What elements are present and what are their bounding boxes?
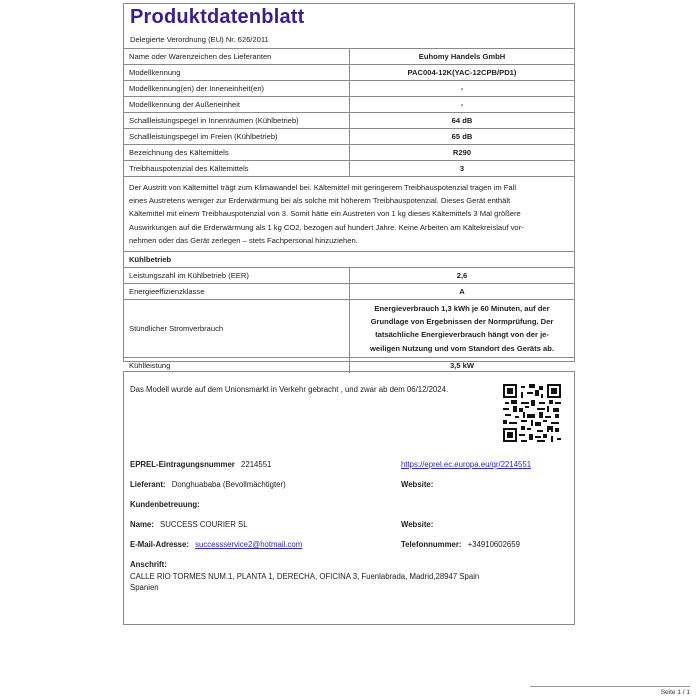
supplier-value: Donghuababa (Bevollmächtigter) (171, 480, 286, 489)
row-value: R290 (350, 145, 575, 161)
note-line: eines Austretens weniger zur Erderwärmung bei als solche mit höherem Treibhauspotenzial. Dieses Gerät enthält (129, 196, 511, 206)
phone-value: +34910602659 (467, 540, 520, 549)
hourly-consumption-value (350, 300, 575, 358)
note-line: nehmen oder das Gerät zerlegen – stets Fachpersonal hinzuziehen. (129, 235, 358, 245)
table-row (124, 49, 574, 65)
row-label: Schallleistungspegel im Freien (Kühlbetrieb) (124, 129, 350, 145)
row-value: Euhomy Handels GmbH (350, 49, 575, 65)
address-label: Anschrift: (130, 560, 167, 569)
row-label: Modellkennung (124, 65, 350, 81)
product-data-sheet (123, 3, 575, 370)
value-line: weiligen Nutzung und vom Standort des Geräts ab. (370, 343, 554, 353)
email-row (130, 540, 302, 549)
row-value: 2,6 (350, 268, 575, 284)
note-line: Der Austritt von Kältemittel trägt zum Klimawandel bei. Kältemittel mit geringerem Treibhauspotenzial tragen im Fall (129, 183, 517, 192)
website-label: Website: (401, 520, 434, 529)
phone-label: Telefonnummer: (401, 540, 462, 549)
row-value: 65 dB (350, 129, 575, 145)
note-line: Kältemittel mit einem Treibhauspotenzial von 3. Somit hätte ein Austreten von 1 kg dieses Kältemittels 3 Mal größere (129, 209, 521, 219)
row-label: Schallleistungspegel in Innenräumen (Kühlbetrieb) (124, 113, 350, 129)
value-line: Grundlage von Ergebnissen der Normprüfung. Der (370, 317, 554, 327)
website-label: Website: (401, 480, 434, 489)
supplier-label: Lieferant: (130, 480, 166, 489)
page-title: Produktdatenblatt (130, 6, 305, 28)
address-heading (130, 560, 167, 569)
footer-divider (530, 686, 690, 687)
value-line: tatsächliche Energieverbrauch hängt von der je- (375, 330, 549, 340)
table-row (124, 300, 574, 358)
service-website-label (401, 520, 433, 529)
supplier-info-box (123, 371, 575, 625)
table-row (124, 145, 574, 161)
regulation-reference: Delegierte Verordnung (EU) Nr. 626/2011 (124, 31, 574, 49)
table-row (124, 113, 574, 129)
row-value: A (350, 284, 575, 300)
table-row (124, 161, 574, 177)
row-label: Energieeffizienzklasse (124, 284, 350, 300)
row-label: Treibhauspotenzial des Kältemittels (124, 161, 350, 177)
row-label: Modellkennung der Außeneinheit (124, 97, 350, 113)
name-label: Name: (130, 520, 154, 529)
table-row (124, 81, 574, 97)
address-country: Spanien (130, 583, 159, 592)
row-value: 3 (350, 161, 575, 177)
refrigerant-note-row (124, 177, 574, 252)
email-link[interactable]: successservice2@hotmail.com (195, 540, 303, 549)
eprel-link[interactable]: https://eprel.ec.europa.eu/qr/2214551 (401, 460, 532, 469)
row-value: 64 dB (350, 113, 575, 129)
customer-service-label: Kundenbetreuung: (130, 500, 200, 509)
table-row (124, 97, 574, 113)
row-value: - (350, 81, 575, 97)
email-label: E-Mail-Adresse: (130, 540, 189, 549)
supplier-website-label (401, 480, 433, 489)
supplier-row (130, 480, 286, 489)
qr-code-icon (503, 384, 561, 442)
row-label: Bezeichnung des Kältemittels (124, 145, 350, 161)
eprel-row (130, 460, 271, 469)
row-label: Name oder Warenzeichen des Lieferanten (124, 49, 350, 65)
customer-service-heading (130, 500, 200, 509)
page-number: Seite 1 / 1 (660, 689, 690, 696)
note-line: Auswirkungen auf die Erderwärmung als 1 kg CO2, bezogen auf hundert Jahre. Keine Arbeiten am Kältekreislauf vor- (129, 222, 524, 232)
row-label: Modellkennung(en) der Inneneinheit(en) (124, 81, 350, 97)
row-value: PAC004-12K(YAC-12CPB/PD1) (350, 65, 575, 81)
table-row (124, 65, 574, 81)
service-name-row (130, 520, 248, 529)
eprel-label: EPREL-Eintragungsnummer (130, 460, 235, 469)
spec-table (124, 49, 574, 373)
phone-row (401, 540, 520, 549)
market-date-text: Das Modell wurde auf dem Unionsmarkt in Verkehr gebracht , und zwar ab dem 06/12/2024. (130, 385, 449, 394)
table-row (124, 284, 574, 300)
name-value: SUCCESS COURIER SL (160, 520, 248, 529)
section-row (124, 252, 574, 268)
cooling-section-heading: Kühlbetrieb (124, 252, 574, 268)
eprel-number: 2214551 (241, 460, 272, 469)
address-line: CALLE RIO TORMES NUM.1, PLANTA 1, DERECHA, OFICINA 3, Fuenlabrada, Madrid,28947 Spain (130, 572, 480, 581)
row-value: 3,5 kW (449, 360, 475, 370)
table-row (124, 268, 574, 284)
row-label: Stündlicher Stromverbrauch (124, 300, 350, 358)
row-label: Kühlleistung (124, 357, 350, 373)
refrigerant-note (124, 177, 574, 252)
table-row (124, 129, 574, 145)
row-value: - (350, 97, 575, 113)
value-line: Energieverbrauch 1,3 kWh je 60 Minuten, auf der (374, 304, 550, 314)
row-label: Leistungszahl im Kühlbetrieb (EER) (124, 268, 350, 284)
